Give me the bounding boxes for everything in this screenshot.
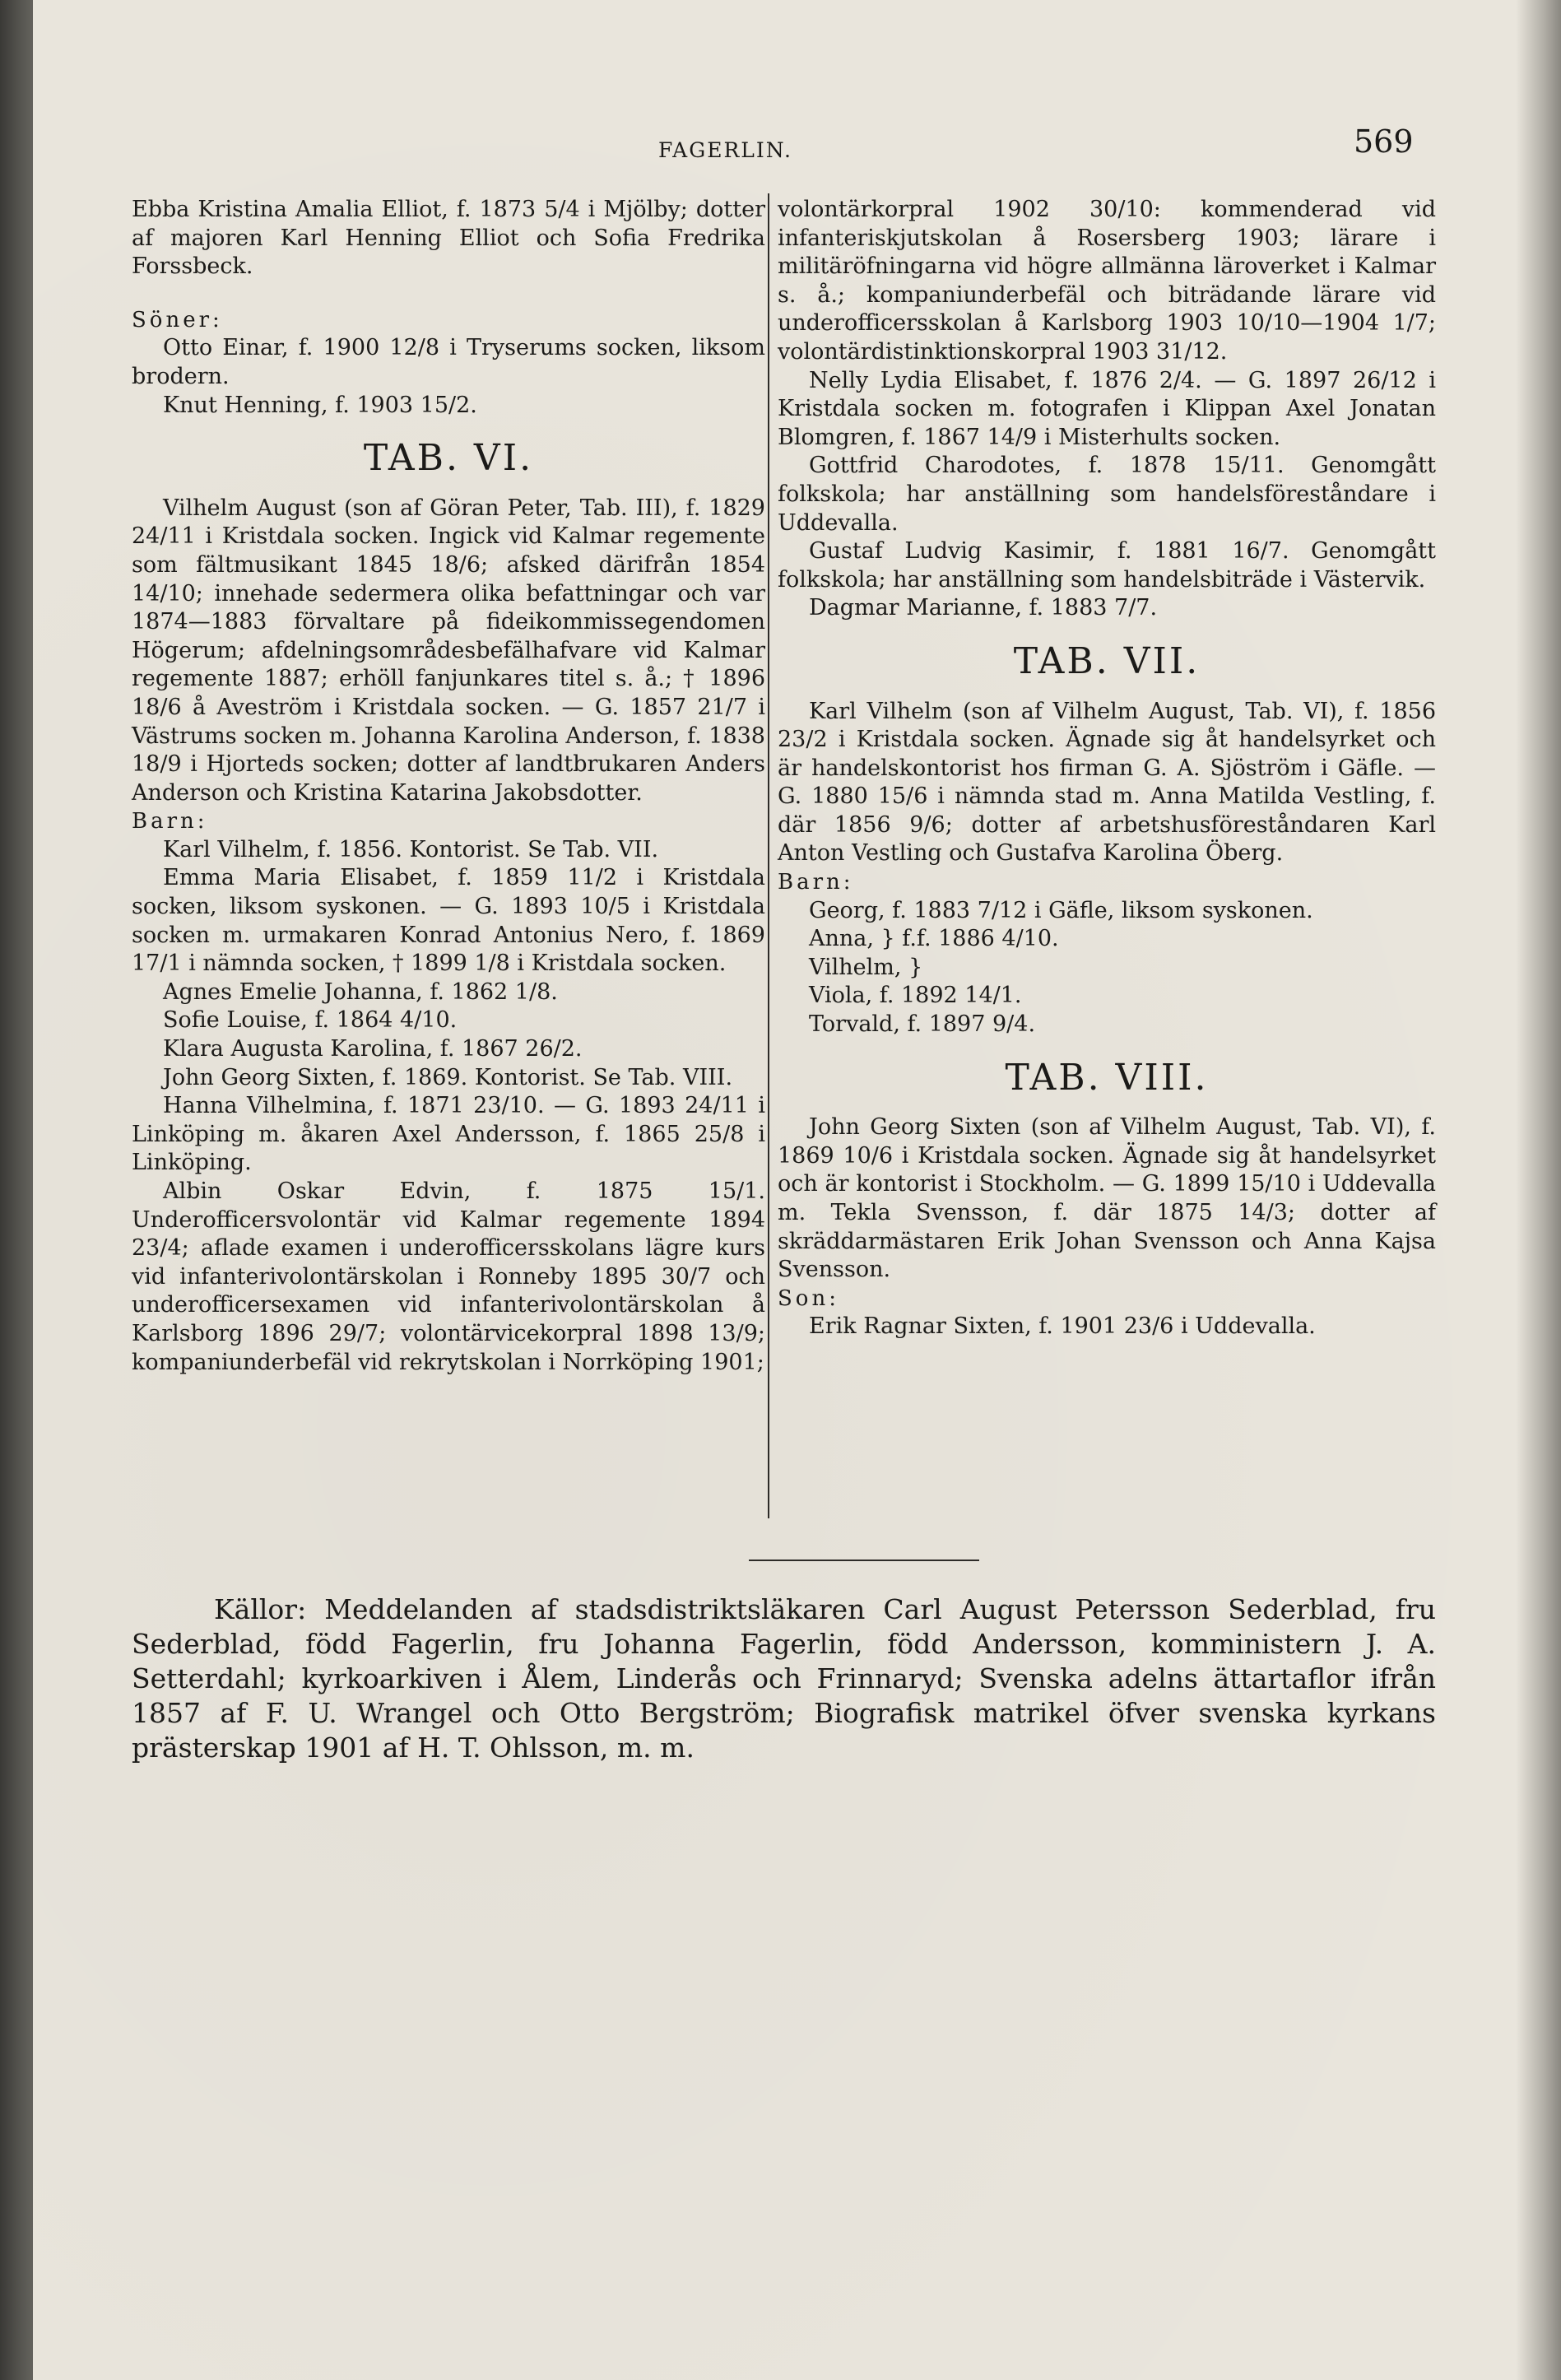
entry-nelly: Nelly Lydia Elisabet, f. 1876 2/4. — G. 1897 26/12 i Kristdala socken m. fotografen i Klippan Axel Jonatan Blomgren, f. 1867 14/9 i Misterhults socken. — [778, 367, 1436, 450]
entry-john-georg-sixten: John Georg Sixten (son af Vilhelm August, Tab. VI), f. 1869 10/6 i Kristdala socken. Ägnade sig åt handelsyrket och är kontorist i Stockholm. — G. 1899 15/10 i Uddevalla m. Tekla Svensson, f. där 1875 14/3; dotter af skräddarmästaren Erik Johan Svensson och Anna Kajsa Svensson. — [778, 1114, 1436, 1283]
section-soner: Söner: — [132, 307, 223, 332]
entry-ebba: Ebba Kristina Amalia Elliot, f. 1873 5/4 i Mjölby; dotter af majoren Karl Henning Elliot och Sofia Fredrika Forssbeck. — [132, 197, 765, 280]
sources-block — [132, 1592, 1436, 1765]
entry-erik: Erik Ragnar Sixten, f. 1901 23/6 i Uddevalla. — [809, 1313, 1316, 1340]
entry-torvald: Torvald, f. 1897 9/4. — [809, 1011, 1036, 1038]
entry-gustaf: Gustaf Ludvig Kasimir, f. 1881 16/7. Genomgått folkskola; har anställning som handelsbiträde i Västervik. — [778, 538, 1436, 593]
entry-viola: Viola, f. 1892 14/1. — [809, 983, 1022, 1009]
entry-anna: Anna, } f.f. 1886 4/10. — [809, 926, 1059, 952]
entry-karl-vilhelm-ref: Karl Vilhelm, f. 1856. Kontorist. Se Tab. VII. — [163, 836, 659, 862]
entry-sofie: Sofie Louise, f. 1864 4/10. — [163, 1007, 458, 1034]
entry-hanna: Hanna Vilhelmina, f. 1871 23/10. — G. 1893 24/11 i Linköping m. åkaren Axel Andersson, f. 1865 25/8 i Linköping. — [132, 1093, 765, 1176]
entry-agnes: Agnes Emelie Johanna, f. 1862 1/8. — [163, 978, 558, 1005]
tab-heading-vi: TAB. VI. — [363, 437, 534, 480]
entry-knut: Knut Henning, f. 1903 15/2. — [163, 392, 477, 418]
sources-text: Källor: Meddelanden af stadsdistriktsläkaren Carl August Petersson Sederblad, fru Sederblad, född Fagerlin, fru Johanna Fagerlin, född Andersson, komministern J. A. Setterdahl; kyrkoarkiven i Ålem, Linderås och Frinnaryd; Svenska adelns ättartaflor ifrån 1857 af F. U. Wrangel och Otto Bergström; Biografisk matrikel öfver svenska kyrkans prästerskap 1901 af H. T. Ohlsson, m. m. — [132, 1593, 1436, 1764]
section-divider — [749, 1560, 979, 1561]
section-son: Son: — [778, 1285, 839, 1311]
entry-vilhelm: Vilhelm, } — [809, 954, 923, 980]
tab-heading-viii: TAB. VIII. — [1005, 1056, 1209, 1099]
entry-gottfrid: Gottfrid Charodotes, f. 1878 15/11. Genomgått folkskola; har anställning som handelsföreståndare i Uddevalla. — [778, 453, 1436, 536]
entry-dagmar: Dagmar Marianne, f. 1883 7/7. — [809, 595, 1158, 621]
section-barn-vi: Barn: — [132, 809, 208, 834]
page-number: 569 — [1354, 123, 1414, 160]
section-barn-vii: Barn: — [778, 870, 854, 895]
book-page — [33, 0, 1561, 2380]
entry-karl-vilhelm: Karl Vilhelm (son af Vilhelm August, Tab. VI), f. 1856 23/2 i Kristdala socken. Ägnade sig åt handelsyrket och är handelskontorist hos firman G. A. Sjöström i Gäfle. — G. 1880 15/6 i nämnda stad m. Anna Matilda Vestling, f. där 1856 9/6; dotter af arbetshusföreståndaren Karl Anton Vestling och Gustafva Karolina Öberg. — [778, 698, 1436, 867]
entry-emma: Emma Maria Elisabet, f. 1859 11/2 i Kristdala socken, liksom syskonen. — G. 1893 10/5 i Kristdala socken m. urmakaren Konrad Antonius Nero, f. 1869 17/1 i nämnda socken, † 1899 1/8 i Kristdala socken. — [132, 865, 765, 977]
running-header: FAGERLIN. — [658, 138, 792, 162]
entry-albin: Albin Oskar Edvin, f. 1875 15/1. Underofficersvolontär vid Kalmar regemente 1894 23/4; aflade examen i underofficersskolans lägre kurs vid infanterivolontärskolan i Ronneby 1895 30/7 och underofficersexamen vid infanterivolontärskolan å Karlsborg 1896 29/7; volontärvicekorpral 1898 13/9; kompaniunderbefäl vid rekrytskolan i Norrköping 1901; — [132, 1178, 765, 1375]
right-column — [778, 196, 1436, 1341]
entry-john-georg-ref: John Georg Sixten, f. 1869. Kontorist. Se Tab. VIII. — [163, 1064, 733, 1090]
page-right-edge — [1516, 0, 1561, 2380]
entry-klara: Klara Augusta Karolina, f. 1867 26/2. — [163, 1036, 583, 1062]
tab-heading-vii: TAB. VII. — [1013, 639, 1201, 682]
entry-georg: Georg, f. 1883 7/12 i Gäfle, liksom syskonen. — [809, 897, 1313, 923]
column-divider — [768, 193, 769, 1518]
entry-vilhelm-august: Vilhelm August (son af Göran Peter, Tab. III), f. 1829 24/11 i Kristdala socken. Ingick vid Kalmar regemente som fältmusikant 1845 18/6; afsked därifrån 1854 14/10; innehade sedermera olika befattningar och var 1874—1883 förvaltare på fideikommissegendomen Högerum; afdelningsområdesbefälhafvare vid Kalmar regemente 1887; erhöll fanjunkares titel s. å.; † 1896 18/6 å Aveström i Kristdala socken. — G. 1857 21/7 i Västrums socken m. Johanna Karolina Anderson, f. 1838 18/9 i Hjorteds socken; dotter af landtbrukaren Anders Anderson och Kristina Katarina Jakobsdotter. — [132, 495, 765, 806]
left-column — [132, 196, 765, 1377]
entry-otto: Otto Einar, f. 1900 12/8 i Tryserums socken, liksom brodern. — [132, 335, 765, 389]
entry-albin-continued: volontärkorpral 1902 30/10: kommenderad vid infanteriskjutskolan å Rosersberg 1903; lärare i militäröfningarna vid högre allmänna läroverket i Kalmar s. å.; kompaniunderbefäl och biträdande lärare vid underofficersskolan å Karlsborg 1903 10/10—1904 1/7; volontärdistinktionskorpral 1903 31/12. — [778, 197, 1436, 365]
